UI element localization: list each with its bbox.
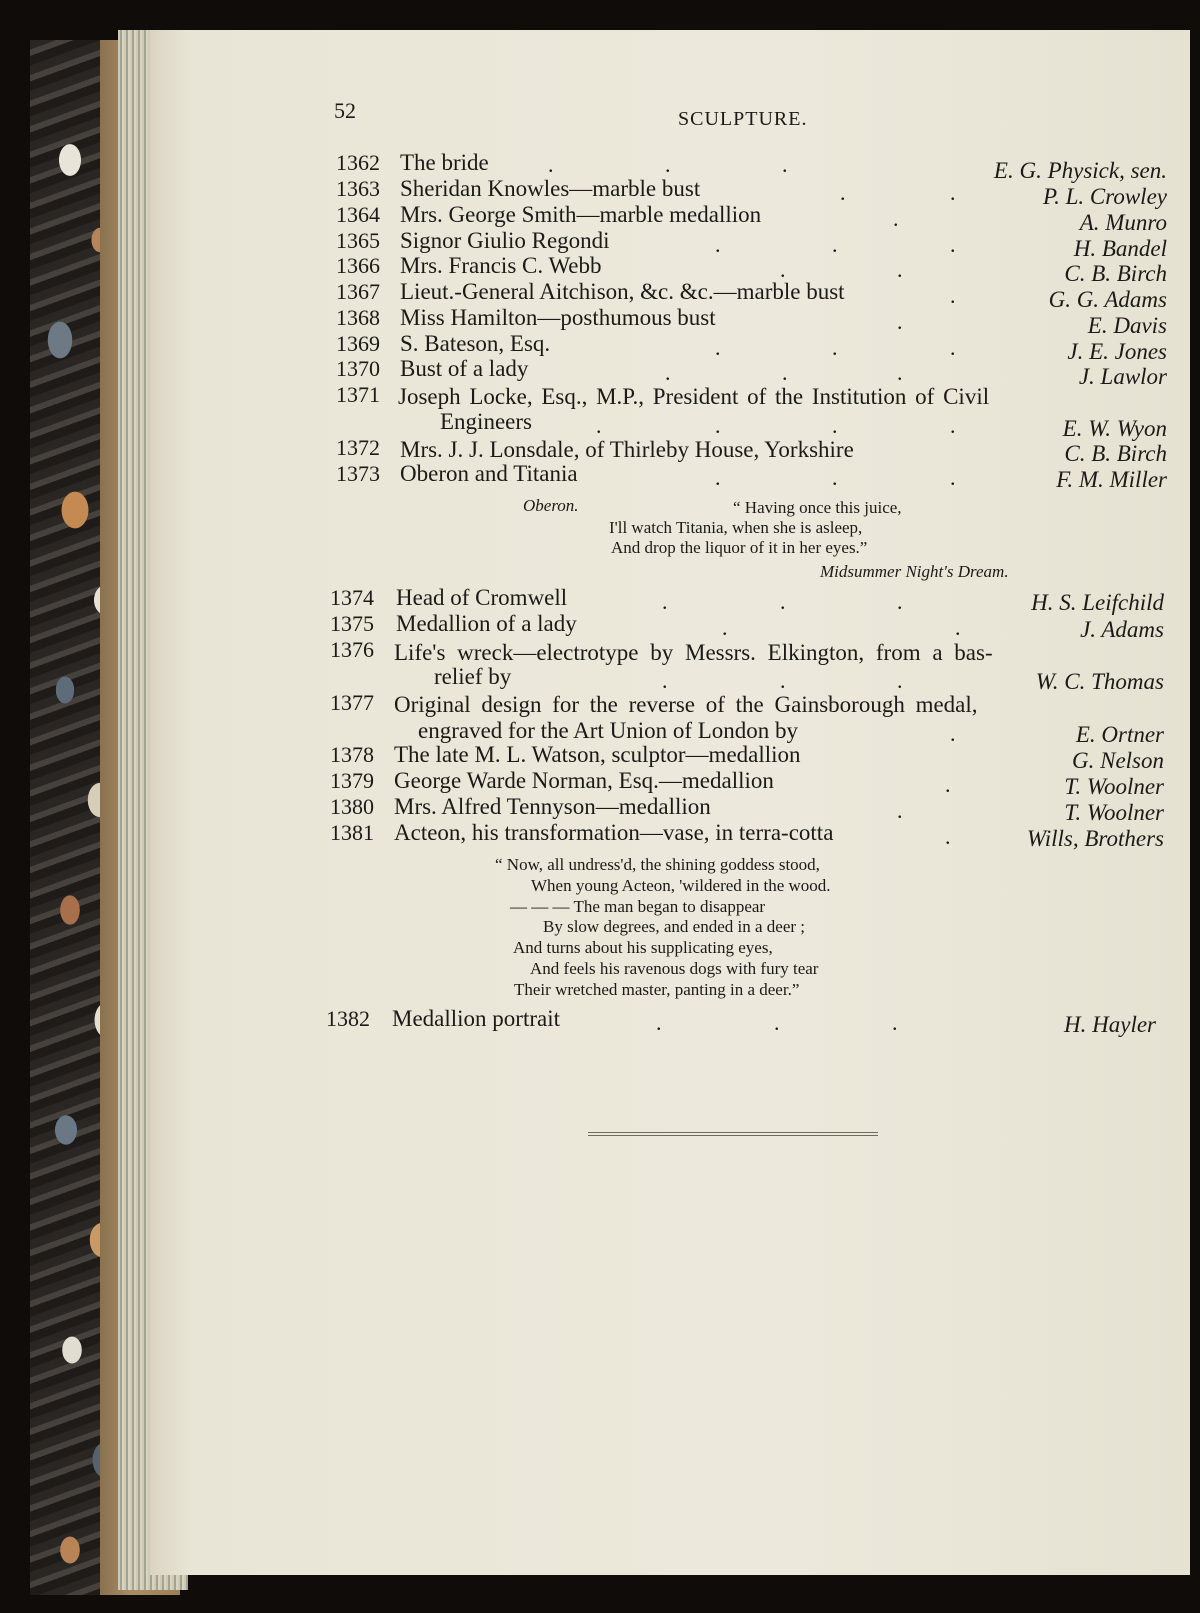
- entry-artist: H. Bandel: [1073, 236, 1167, 261]
- entry-number: 1373: [336, 461, 380, 486]
- entry-number: 1362: [336, 150, 380, 175]
- leader-dot: .: [665, 152, 671, 177]
- entry-title: George Warde Norman, Esq.—medallion: [394, 768, 774, 793]
- quote-line: I'll watch Titania, when she is asleep,: [609, 518, 863, 537]
- leader-dot: .: [892, 1010, 898, 1035]
- leader-dot: .: [832, 465, 838, 490]
- entry-number: 1372: [336, 435, 380, 460]
- entry-number: 1379: [330, 768, 374, 793]
- entry-title-continued: relief by: [434, 664, 512, 689]
- leader-dot: .: [950, 232, 956, 257]
- entry-number: 1369: [336, 331, 380, 356]
- quote-line: When young Acteon, 'wildered in the wood.: [531, 876, 831, 895]
- entry-number: 1381: [330, 820, 374, 845]
- entry-title: Head of Cromwell: [396, 585, 568, 610]
- entry-artist: J. E. Jones: [1067, 339, 1167, 364]
- leader-dot: .: [897, 798, 903, 823]
- leader-dot: .: [656, 1010, 662, 1035]
- entry-artist: F. M. Miller: [1056, 467, 1167, 492]
- leader-dot: .: [782, 152, 788, 177]
- entry-number: 1377: [330, 690, 374, 715]
- entry-title: The late M. L. Watson, sculptor—medallion: [394, 742, 801, 767]
- entry-artist: C. B. Birch: [1064, 261, 1167, 286]
- page-number: 52: [334, 98, 356, 123]
- leader-dot: .: [548, 152, 554, 177]
- entry-artist: E. Davis: [1087, 313, 1167, 338]
- entry-number: 1382: [326, 1006, 370, 1031]
- leader-dot: .: [832, 335, 838, 360]
- leader-dot: .: [950, 465, 956, 490]
- quote-line: “ Having once this juice,: [733, 498, 902, 517]
- entry-title: Joseph Locke, Esq., M.P., President of the Institution of Civil: [398, 384, 990, 409]
- quote-line: Their wretched master, panting in a deer.”: [514, 980, 800, 999]
- quote-line: “ Now, all undress'd, the shining goddess stood,: [495, 855, 820, 874]
- leader-dot: .: [897, 257, 903, 282]
- leader-dot: .: [832, 413, 838, 438]
- entry-number: 1380: [330, 794, 374, 819]
- quote-line: — — — The man began to disappear: [510, 897, 766, 916]
- quote-line: And drop the liquor of it in her eyes.”: [611, 538, 868, 557]
- entry-number: 1364: [336, 202, 380, 227]
- entry-artist: G. G. Adams: [1048, 287, 1167, 312]
- entry-number: 1368: [336, 305, 380, 330]
- leader-dot: .: [897, 360, 903, 385]
- entry-number: 1366: [336, 253, 380, 278]
- entry-artist: C. B. Birch: [1064, 441, 1167, 466]
- leader-dot: .: [945, 824, 951, 849]
- entry-title-continued: Engineers: [440, 409, 532, 434]
- quote-source: Midsummer Night's Dream.: [820, 562, 1009, 581]
- entry-artist: J. Lawlor: [1078, 364, 1167, 389]
- entry-number: 1363: [336, 176, 380, 201]
- entry-title-continued: engraved for the Art Union of London by: [418, 718, 799, 743]
- entry-title: Medallion portrait: [392, 1006, 560, 1031]
- leader-dot: .: [897, 309, 903, 334]
- leader-dot: .: [662, 589, 668, 614]
- leader-dot: .: [715, 232, 721, 257]
- leader-dot: .: [774, 1010, 780, 1035]
- entry-title: Mrs. George Smith—marble medallion: [400, 202, 762, 227]
- running-title: SCULPTURE.: [678, 108, 808, 130]
- entry-artist: W. C. Thomas: [1035, 669, 1164, 694]
- entry-artist: T. Woolner: [1064, 800, 1164, 825]
- leader-dot: .: [950, 413, 956, 438]
- leader-dot: .: [840, 180, 846, 205]
- leader-dot: .: [780, 257, 786, 282]
- entry-title: Mrs. J. J. Lonsdale, of Thirleby House, Yorkshire: [400, 437, 854, 462]
- entry-title: Acteon, his transformation—vase, in terra-cotta: [394, 820, 834, 845]
- entry-number: 1371: [336, 382, 380, 407]
- entry-title: Lieut.-General Aitchison, &c. &c.—marble bust: [400, 279, 845, 304]
- entry-number: 1370: [336, 356, 380, 381]
- entry-artist: J. Adams: [1080, 617, 1164, 642]
- entry-artist: Wills, Brothers: [1026, 826, 1164, 851]
- leader-dot: .: [782, 360, 788, 385]
- leader-dot: .: [715, 465, 721, 490]
- quote-line: And turns about his supplicating eyes,: [513, 938, 773, 957]
- entry-number: 1375: [330, 611, 374, 636]
- entry-title: Bust of a lady: [400, 356, 529, 381]
- closing-rule: [588, 1132, 878, 1136]
- entry-title: Mrs. Alfred Tennyson—medallion: [394, 794, 711, 819]
- entry-artist: E. W. Wyon: [1062, 416, 1167, 441]
- leader-dot: .: [715, 335, 721, 360]
- entry-title: Oberon and Titania: [400, 461, 578, 486]
- quote-speaker: Oberon.: [523, 496, 579, 515]
- leader-dot: .: [950, 180, 956, 205]
- entry-title: The bride: [400, 150, 489, 175]
- leader-dot: .: [780, 668, 786, 693]
- entry-artist: A. Munro: [1079, 210, 1167, 235]
- leader-dot: .: [665, 360, 671, 385]
- leader-dot: .: [832, 232, 838, 257]
- leader-dot: .: [950, 335, 956, 360]
- entry-number: 1376: [330, 637, 374, 662]
- leader-dot: .: [950, 721, 956, 746]
- leader-dot: .: [662, 668, 668, 693]
- leader-dot: .: [897, 668, 903, 693]
- entry-title: Signor Giulio Regondi: [400, 228, 610, 253]
- leader-dot: .: [897, 589, 903, 614]
- entry-number: 1378: [330, 742, 374, 767]
- entry-title: Sheridan Knowles—marble bust: [400, 176, 701, 201]
- leader-dot: .: [893, 206, 899, 231]
- entry-title: S. Bateson, Esq.: [400, 331, 551, 356]
- entry-artist: H. S. Leifchild: [1031, 590, 1164, 615]
- leader-dot: .: [950, 283, 956, 308]
- leader-dot: .: [945, 772, 951, 797]
- entry-artist: T. Woolner: [1064, 774, 1164, 799]
- entry-number: 1374: [330, 585, 374, 610]
- entry-title: Medallion of a lady: [396, 611, 577, 636]
- leader-dot: .: [955, 615, 961, 640]
- quote-line: By slow degrees, and ended in a deer ;: [543, 917, 805, 936]
- leader-dot: .: [715, 413, 721, 438]
- entry-title: Life's wreck—electrotype by Messrs. Elkington, from a bas-: [394, 640, 993, 665]
- entry-artist: P. L. Crowley: [1043, 184, 1167, 209]
- entry-title: Miss Hamilton—posthumous bust: [400, 305, 716, 330]
- leader-dot: .: [722, 615, 728, 640]
- entry-number: 1365: [336, 228, 380, 253]
- entry-title: Original design for the reverse of the Gainsborough medal,: [394, 692, 978, 717]
- entry-artist: H. Hayler: [1064, 1012, 1156, 1037]
- entry-artist: E. Ortner: [1075, 722, 1164, 747]
- entry-artist: E. G. Physick, sen.: [993, 158, 1167, 183]
- entry-number: 1367: [336, 279, 380, 304]
- entry-artist: G. Nelson: [1072, 748, 1164, 773]
- entry-title: Mrs. Francis C. Webb: [400, 253, 602, 278]
- quote-line: And feels his ravenous dogs with fury tear: [530, 959, 819, 978]
- leader-dot: .: [780, 589, 786, 614]
- leader-dot: .: [596, 413, 602, 438]
